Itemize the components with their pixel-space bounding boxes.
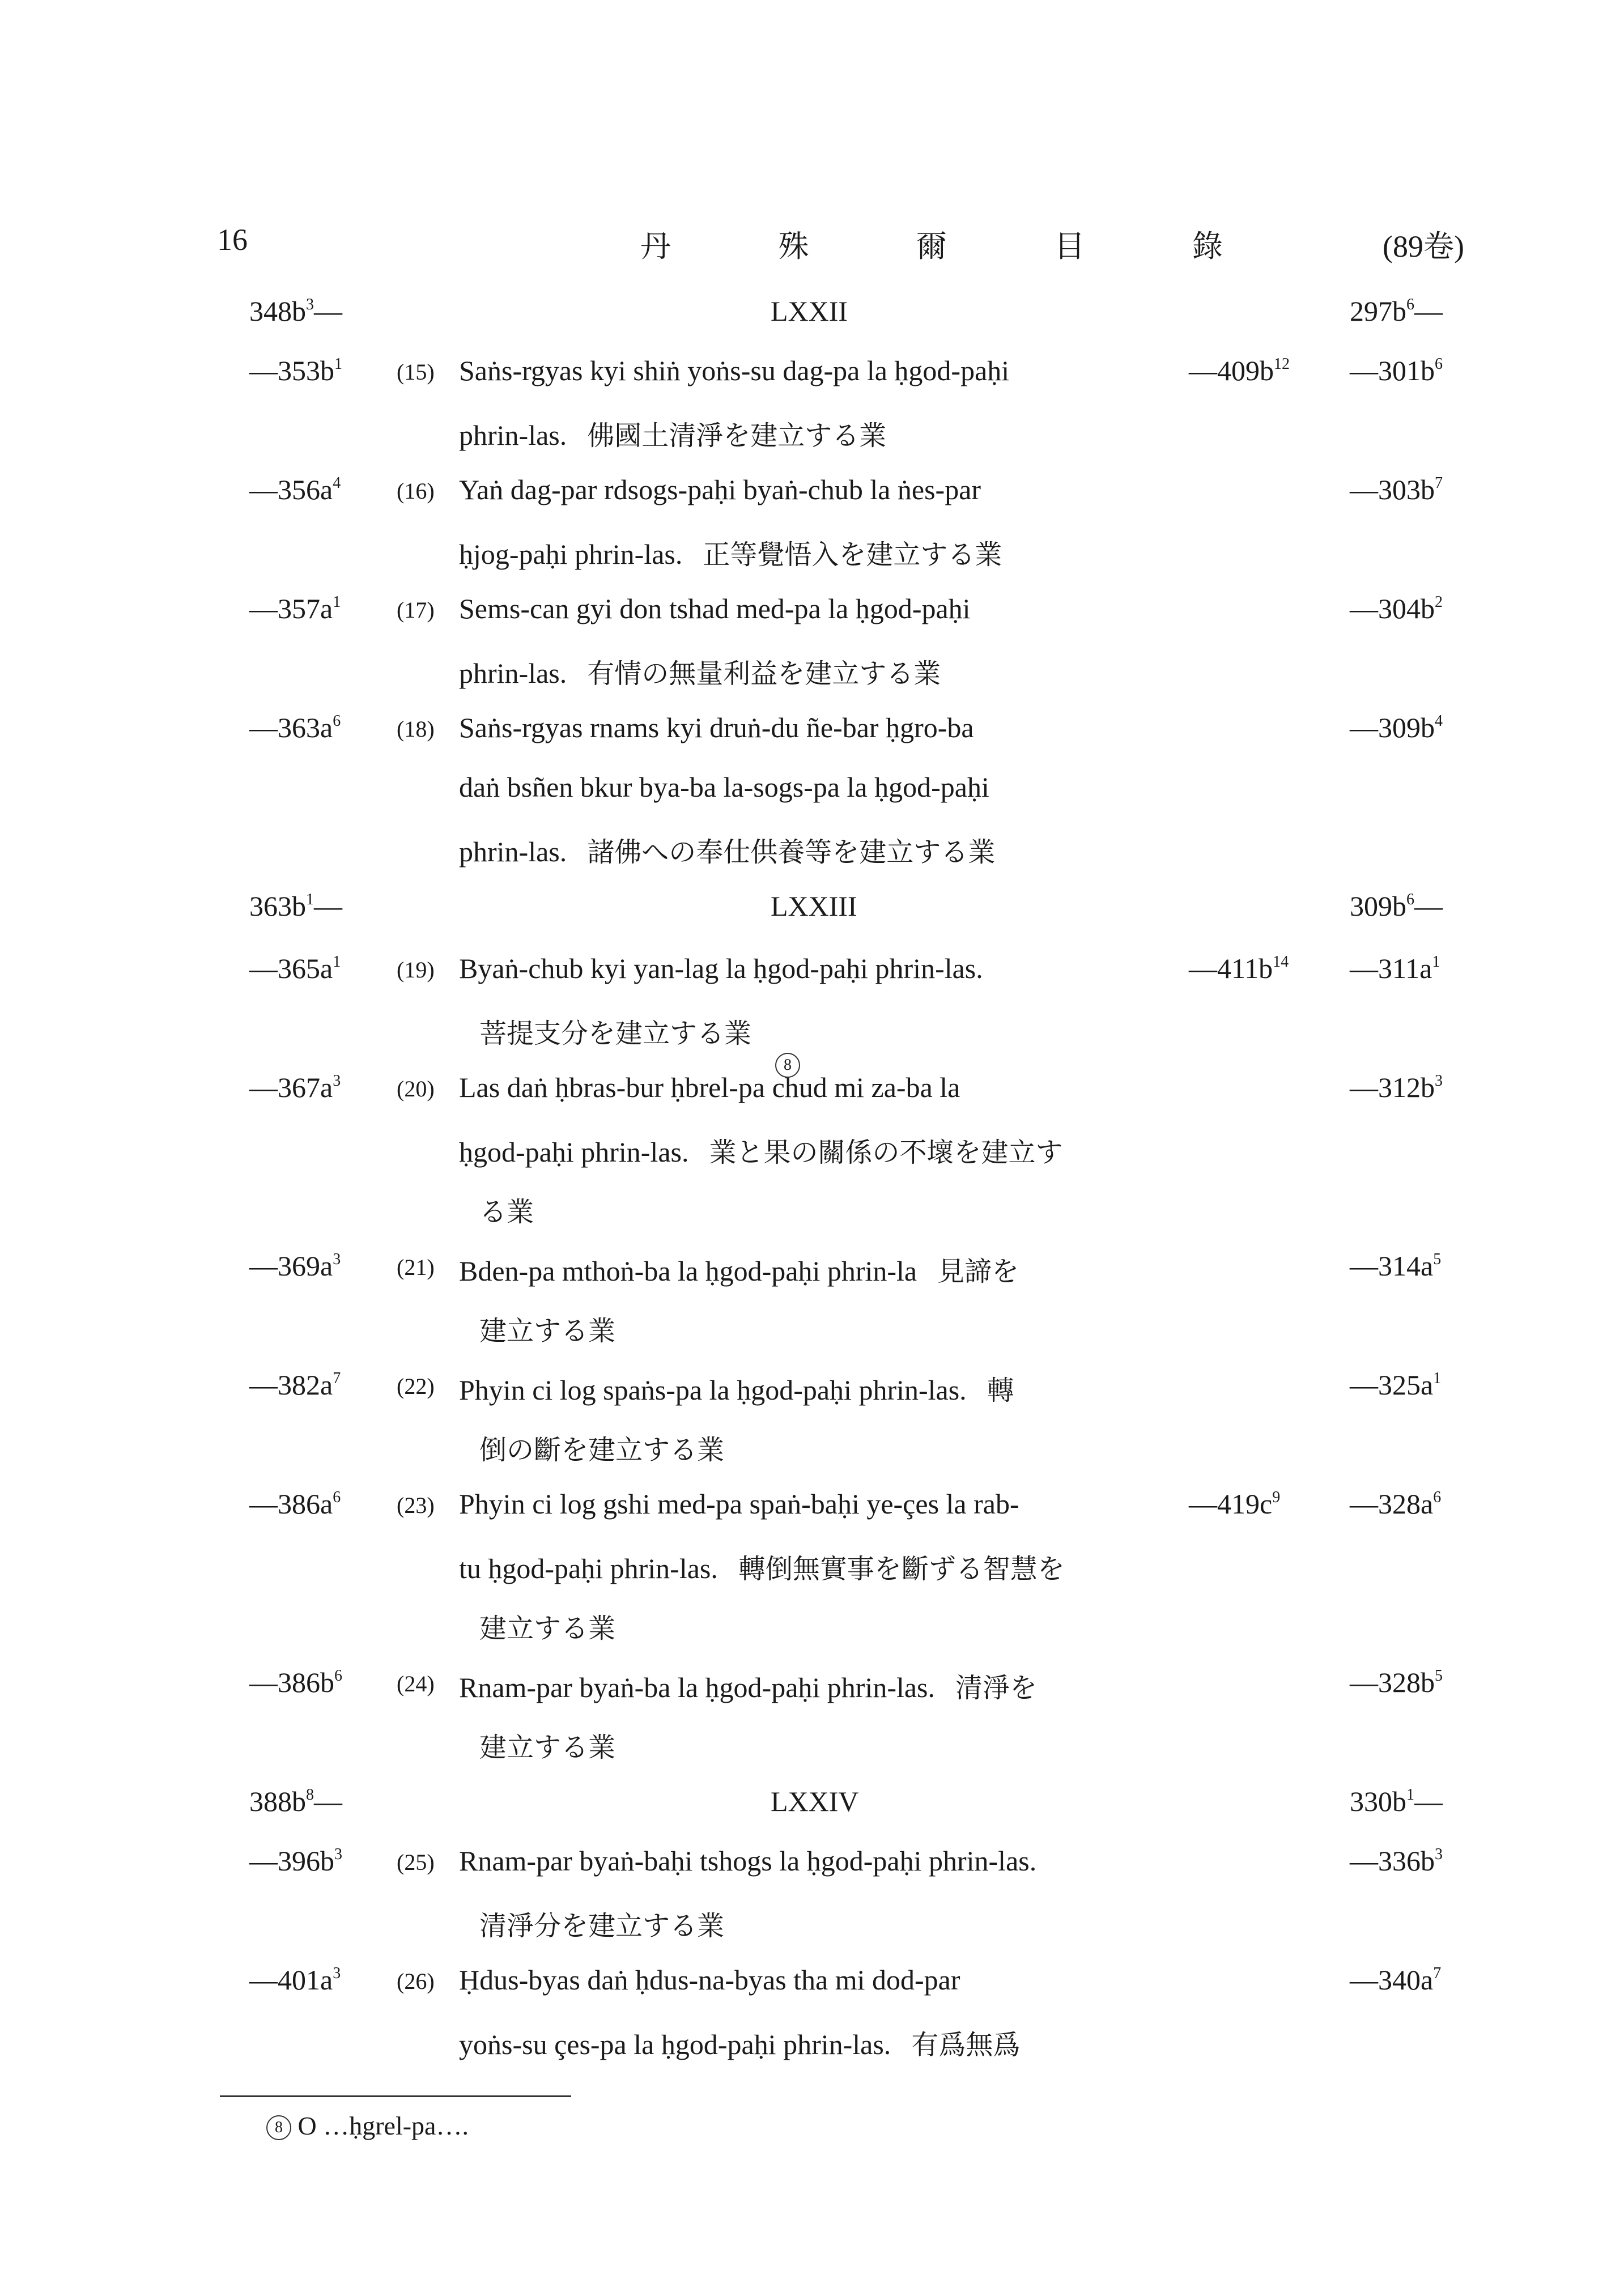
entry-title-line-1-romanized: Saṅs-rgyas kyi shiṅ yoṅs-su dag-pa la ḥgod-paḥi [459, 355, 1010, 386]
entry-end-ref-superscript: 5 [1433, 1251, 1442, 1268]
entry-title-line-1-japanese: 見諦を [937, 1256, 1019, 1287]
entry-end-ref-superscript: 7 [1435, 474, 1443, 492]
entry-title-line-2-japanese: 有爲無爲 [911, 2029, 1021, 2061]
section-start-ref-superscript: 8 [306, 1786, 314, 1804]
section-roman-numeral: LXXIV [771, 1785, 859, 1817]
entry-title-line-3-japanese: る業 [479, 1196, 534, 1228]
entry-title-line-2-japanese: 轉倒無實事を斷ずる智慧を [738, 1553, 1065, 1585]
entry-folio-ref-value: —357a [249, 593, 333, 624]
catalog-entry [0, 354, 1624, 467]
footnote [266, 2111, 469, 2141]
entry-number: (16) [397, 478, 435, 504]
entry-folio-ref-superscript: 6 [333, 1489, 341, 1506]
section-start-ref [249, 890, 342, 922]
entry-folio-ref-value: —369a [249, 1250, 333, 1282]
entry-end-ref [1350, 952, 1440, 985]
entry-title-line-2 [459, 652, 941, 691]
catalog-entry [0, 1368, 1624, 1482]
entry-title-line-2-romanized: phrin-las. [459, 419, 567, 451]
catalog-entry [0, 1666, 1624, 1779]
entry-title-line-2 [459, 1011, 751, 1051]
entry-folio-ref [249, 1487, 341, 1520]
entry-title-line-1-romanized: Phyin ci log spaṅs-pa la ḥgod-paḥi phrin-las. [459, 1374, 967, 1406]
entry-mid-ref-superscript: 12 [1274, 355, 1290, 373]
entry-number: (20) [397, 1076, 435, 1102]
entry-end-ref [1350, 592, 1443, 625]
entry-end-ref-value: —340a [1350, 1964, 1434, 1996]
entry-end-ref-value: —314a [1350, 1250, 1434, 1282]
entry-folio-ref [249, 711, 341, 744]
entry-folio-ref-value: —396b [249, 1845, 334, 1877]
entry-number: (15) [397, 359, 435, 385]
entry-title-line-1-romanized: Saṅs-rgyas rnams kyi druṅ-du ñe-bar ḥgro-ba [459, 712, 974, 743]
entry-title-line-1-romanized: Bden-pa mthoṅ-ba la ḥgod-paḥi phrin-la [459, 1255, 917, 1287]
entry-title-line-3 [459, 830, 995, 869]
entry-number: (17) [397, 597, 435, 623]
entry-title-line-3 [459, 1190, 534, 1229]
entry-folio-ref-superscript: 1 [333, 953, 341, 971]
entry-title-line-2 [459, 533, 1002, 572]
catalog-entry [0, 1071, 1624, 1228]
entry-end-ref-superscript: 7 [1433, 1965, 1442, 1982]
entry-title-line-1 [459, 473, 1001, 506]
entry-end-ref [1350, 1487, 1441, 1520]
entry-folio-ref-superscript: 3 [333, 1965, 341, 1982]
entry-end-ref-value: —312b [1350, 1072, 1435, 1103]
entry-mid-ref-value: —409b [1189, 355, 1274, 386]
entry-title-line-2-japanese: 佛國土清淨を建立する業 [587, 420, 887, 452]
entry-end-ref-value: —309b [1350, 712, 1435, 743]
entry-title-line-1-romanized: Yaṅ dag-par rdsogs-paḥi byaṅ-chub la ṅes-par [459, 474, 981, 505]
entry-folio-ref-value: —356a [249, 474, 333, 505]
entry-number: (21) [397, 1255, 435, 1280]
entry-number: (23) [397, 1493, 435, 1518]
section-end-ref [1350, 295, 1443, 328]
entry-title-line-2 [459, 1725, 615, 1764]
entry-folio-ref [249, 952, 341, 985]
entry-title-line-2 [459, 414, 886, 453]
entry-folio-ref-value: —401a [249, 1964, 333, 1996]
entry-end-ref-superscript: 4 [1435, 712, 1443, 730]
catalog-entry [0, 1249, 1624, 1363]
entry-title-line-2-romanized: yoṅs-su çes-pa la ḥgod-paḥi phrin-las. [459, 2029, 891, 2060]
section-start-ref-dash: — [314, 1785, 342, 1817]
entry-title-line-1-japanese: 清淨を [955, 1672, 1038, 1704]
section-start-ref-dash: — [314, 890, 342, 922]
entry-folio-ref-superscript: 1 [333, 593, 341, 611]
entry-end-ref [1350, 1368, 1441, 1401]
entry-folio-ref [249, 354, 342, 387]
entry-title-line-1-romanized: Las daṅ ḥbras-bur ḥbrel-pa chud mi za-ba la [459, 1072, 960, 1103]
entry-folio-ref-superscript: 4 [333, 474, 341, 492]
section-end-ref-superscript: 6 [1406, 891, 1414, 908]
entry-title-line-2 [459, 2023, 1020, 2062]
entry-mid-ref [1189, 1487, 1280, 1520]
entry-title-line-1-romanized: Sems-can gyi don tshad med-pa la ḥgod-paḥi [459, 593, 971, 624]
entry-title-line-1 [459, 1071, 980, 1104]
entry-title-line-2-romanized: phrin-las. [459, 657, 567, 689]
catalog-entry [0, 1963, 1624, 2077]
entry-end-ref [1350, 711, 1443, 744]
entry-end-ref-superscript: 2 [1435, 593, 1443, 611]
section-end-ref-dash: — [1414, 295, 1443, 327]
entry-end-ref-superscript: 5 [1435, 1667, 1443, 1685]
entry-title-line-2-romanized: daṅ bsñen bkur bya-ba la-sogs-pa la ḥgod-paḥi [459, 771, 989, 803]
entry-mid-ref [1189, 354, 1290, 387]
volume-label: (89卷) [1383, 229, 1464, 263]
entry-end-ref-superscript: 3 [1435, 1072, 1443, 1090]
entry-folio-ref [249, 1666, 342, 1699]
entry-title-line-1-romanized: Rnam-par byaṅ-baḥi tshogs la ḥgod-paḥi phrin-las. [459, 1845, 1037, 1877]
entry-end-ref-value: —311a [1350, 953, 1432, 984]
entry-title-line-2 [459, 1547, 1065, 1586]
entry-title-line-2-japanese: 建立する業 [479, 1732, 616, 1763]
section-end-ref-value: 297b [1350, 295, 1406, 327]
entry-end-ref-superscript: 3 [1435, 1846, 1443, 1863]
catalog-entry [0, 1844, 1624, 1958]
section-start-ref-value: 388b [249, 1785, 306, 1817]
entry-title-line-3-japanese: 建立する業 [479, 1613, 616, 1644]
entry-end-ref-value: —304b [1350, 593, 1435, 624]
entry-number: (19) [397, 957, 435, 983]
entry-title-line-3-romanized: phrin-las. [459, 836, 567, 868]
footnote-mark: 8 [266, 2115, 291, 2140]
entry-title-line-1 [459, 1666, 1037, 1705]
entry-title-line-1 [459, 354, 1030, 387]
entry-folio-ref-value: —386a [249, 1488, 333, 1520]
entry-mid-ref [1189, 952, 1289, 985]
entry-title-line-1 [459, 952, 1004, 985]
entry-folio-ref-superscript: 3 [334, 1846, 342, 1863]
catalog-entry [0, 1487, 1624, 1644]
entry-end-ref [1350, 1666, 1443, 1699]
entry-number: (25) [397, 1849, 435, 1875]
entry-folio-ref [249, 1071, 341, 1104]
section-start-ref-dash: — [314, 295, 342, 327]
entry-folio-ref [249, 1249, 341, 1282]
entry-title-line-1 [459, 1249, 1019, 1289]
section-end-ref-value: 330b [1350, 1785, 1406, 1817]
entry-folio-ref [249, 473, 341, 506]
section-end-ref [1350, 1785, 1443, 1818]
entry-title-line-1-romanized: Phyin ci log gshi med-pa spaṅ-baḥi ye-çes la rab- [459, 1488, 1019, 1520]
entry-title-line-2-japanese: 倒の斷を建立する業 [479, 1434, 725, 1466]
entry-folio-ref [249, 1368, 341, 1401]
entry-end-ref-value: —336b [1350, 1845, 1435, 1877]
footnote-text: O …ḥgrel-pa…. [297, 2111, 469, 2140]
entry-title-line-2-romanized: ḥgod-paḥi phrin-las. [459, 1136, 689, 1168]
entry-end-ref [1350, 1844, 1443, 1877]
entry-end-ref-value: —303b [1350, 474, 1435, 505]
entry-folio-ref-value: —367a [249, 1072, 333, 1103]
section-start-ref [249, 295, 342, 328]
section-end-ref-dash: — [1414, 1785, 1443, 1817]
catalog-entry [0, 592, 1624, 705]
entry-title-line-1 [459, 592, 991, 625]
entry-title-line-2 [459, 1428, 724, 1467]
entry-end-ref-value: —325a [1350, 1369, 1434, 1401]
entry-title-line-2-japanese: 菩提支分を建立する業 [479, 1018, 752, 1049]
entry-title-line-2-japanese: 有情の無量利益を建立する業 [587, 658, 941, 690]
entry-title-line-2 [459, 771, 1010, 803]
footnote-reference-mark: 8 [775, 1053, 800, 1078]
entry-number: (22) [397, 1374, 435, 1399]
entry-folio-ref-value: —353b [249, 355, 334, 386]
section-roman-numeral: LXXII [771, 295, 848, 327]
entry-mid-ref-value: —411b [1189, 953, 1273, 984]
entry-folio-ref-value: —365a [249, 953, 333, 984]
entry-end-ref-superscript: 6 [1435, 355, 1443, 373]
section-start-ref-superscript: 3 [306, 296, 314, 313]
entry-mid-ref-superscript: 14 [1273, 953, 1289, 971]
entry-end-ref [1350, 1071, 1443, 1104]
section-start-ref-superscript: 1 [306, 891, 314, 908]
entry-end-ref [1350, 354, 1443, 387]
catalog-entry [0, 473, 1624, 586]
entry-title-line-1 [459, 1368, 1014, 1408]
entry-title-line-1 [459, 711, 994, 744]
entry-folio-ref [249, 1963, 341, 1996]
entry-title-line-1-romanized: Ḥdus-byas daṅ ḥdus-na-byas tha mi dod-par [459, 1964, 960, 1996]
entry-end-ref [1350, 1249, 1441, 1282]
catalog-entry [0, 711, 1624, 868]
entry-folio-ref-superscript: 7 [333, 1370, 341, 1387]
entry-title-line-3 [459, 1606, 615, 1646]
entry-title-line-2 [459, 1309, 615, 1348]
entry-number: (24) [397, 1671, 435, 1697]
entry-folio-ref-superscript: 3 [333, 1072, 341, 1090]
section-end-ref-value: 309b [1350, 890, 1406, 922]
entry-title-line-2-japanese: 正等覺悟入を建立する業 [703, 539, 1002, 571]
entry-title-line-1-romanized: Rnam-par byaṅ-ba la ḥgod-paḥi phrin-las. [459, 1672, 936, 1703]
entry-end-ref-superscript: 1 [1432, 953, 1440, 971]
entry-title-line-1 [459, 1963, 981, 1996]
entry-title-line-2-japanese: 建立する業 [479, 1315, 616, 1347]
entry-title-line-3-japanese: 諸佛への奉仕供養等を建立する業 [587, 836, 996, 868]
entry-end-ref-superscript: 1 [1433, 1370, 1442, 1387]
entry-folio-ref [249, 1844, 342, 1877]
entry-end-ref [1350, 473, 1443, 506]
entry-folio-ref-superscript: 6 [333, 712, 341, 730]
entry-title-line-1-romanized: Byaṅ-chub kyi yan-lag la ḥgod-paḥi phrin-las. [459, 953, 983, 984]
footnote-divider [220, 2095, 571, 2097]
section-end-ref-superscript: 6 [1406, 296, 1414, 313]
entry-end-ref-superscript: 6 [1433, 1489, 1442, 1506]
section-end-ref-dash: — [1414, 890, 1443, 922]
entry-end-ref-value: —328a [1350, 1488, 1434, 1520]
entry-folio-ref [249, 592, 341, 625]
entry-title-line-2-romanized: tu ḥgod-paḥi phrin-las. [459, 1553, 718, 1584]
entry-folio-ref-superscript: 3 [333, 1251, 341, 1268]
section-end-ref-superscript: 1 [1406, 1786, 1414, 1804]
entry-number: (18) [397, 716, 435, 742]
entry-folio-ref-value: —363a [249, 712, 333, 743]
entry-title-line-2-romanized: ḥjog-paḥi phrin-las. [459, 538, 683, 570]
section-start-ref-value: 348b [249, 295, 306, 327]
catalog-entry [0, 952, 1624, 1065]
entry-end-ref [1350, 1963, 1441, 1996]
entry-title-line-1 [459, 1487, 1040, 1520]
entry-mid-ref-superscript: 9 [1272, 1489, 1281, 1506]
page-title: 丹 殊 爾 目 錄 [640, 229, 1273, 263]
section-start-ref-value: 363b [249, 890, 306, 922]
section-roman-numeral: LXXIII [771, 890, 857, 922]
entry-title-line-2-japanese: 業と果の關係の不壞を建立す [709, 1137, 1063, 1168]
entry-title-line-1-japanese: 轉 [987, 1375, 1014, 1406]
entry-number: (26) [397, 1968, 435, 1994]
page-number: 16 [217, 223, 248, 257]
entry-mid-ref-value: —419c [1189, 1488, 1273, 1520]
entry-folio-ref-value: —382a [249, 1369, 333, 1401]
entry-folio-ref-superscript: 6 [334, 1667, 342, 1685]
entry-folio-ref-superscript: 1 [334, 355, 342, 373]
section-end-ref [1350, 890, 1443, 922]
entry-title-line-2 [459, 1904, 724, 1943]
section-start-ref [249, 1785, 342, 1818]
entry-folio-ref-value: —386b [249, 1666, 334, 1698]
entry-title-line-2 [459, 1130, 1062, 1170]
entry-end-ref-value: —301b [1350, 355, 1435, 386]
entry-title-line-2-japanese: 清淨分を建立する業 [479, 1910, 725, 1942]
entry-title-line-1 [459, 1844, 1057, 1877]
entry-end-ref-value: —328b [1350, 1666, 1435, 1698]
